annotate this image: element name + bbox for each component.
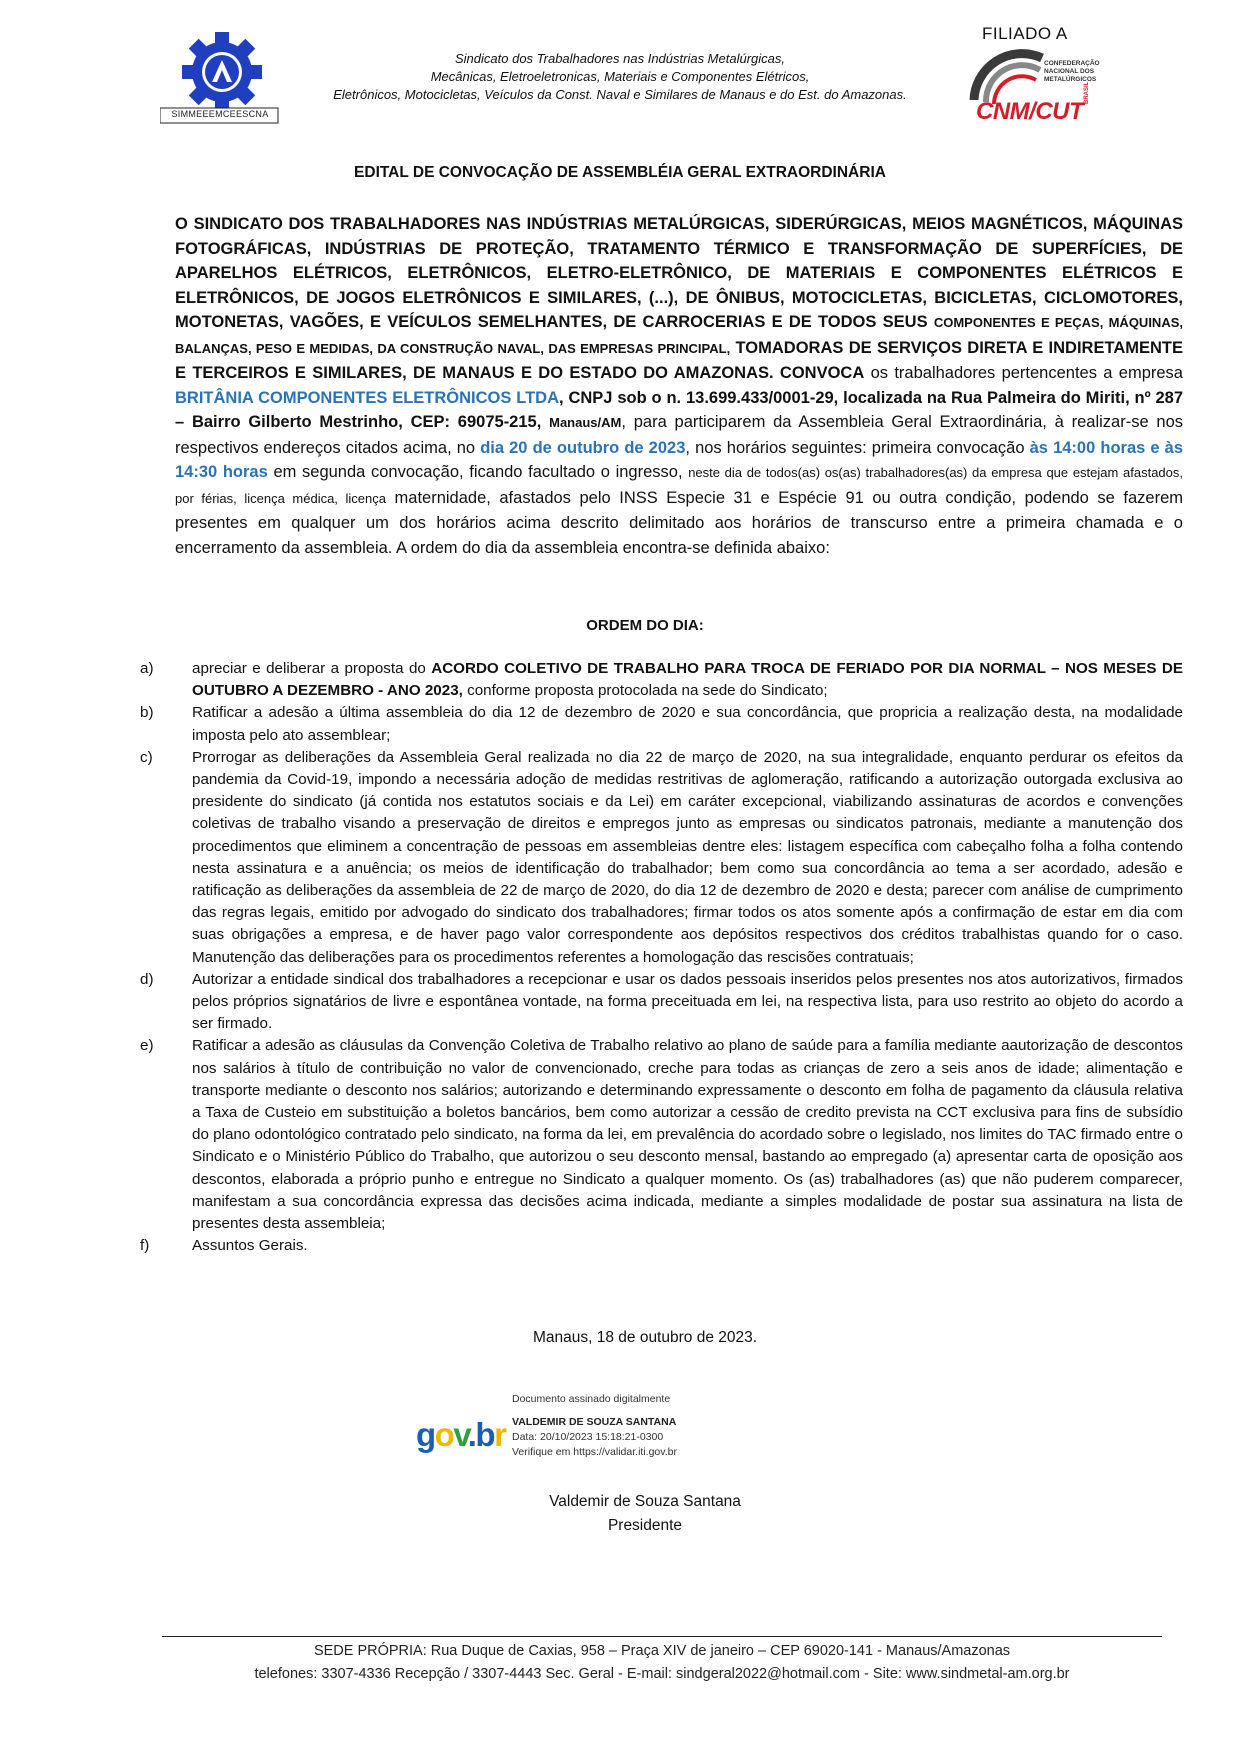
item-text: Ratificar a adesão a última assembleia do dia 12 de dezembro de 2020 e sua concordância, que propricia a realização desta, na modalidade imposta pelo ato assemblear; — [192, 704, 1183, 744]
signature-info — [512, 1392, 677, 1460]
cnm-cut-logo — [968, 46, 1108, 132]
agenda-item-e — [140, 1035, 1183, 1235]
intro-text-3: , nos horários seguintes: primeira convocação — [685, 438, 1030, 457]
footer — [162, 1640, 1162, 1686]
agenda-item-c — [140, 747, 1183, 969]
header-line-2: Mecânicas, Eletroeletronicas, Materiais e Componentes Elétricos, — [430, 69, 810, 84]
convocation-paragraph — [175, 212, 1183, 560]
header-line-1: Sindicato dos Trabalhadores nas Indústrias Metalúrgicas, — [455, 51, 785, 66]
signer-name: Valdemir de Souza Santana — [549, 1493, 741, 1510]
intro-text-4: em segunda convocação, ficando facultado o ingresso, — [267, 463, 689, 481]
logo-banner-text: SIMMEEEMCEESCNA — [171, 109, 269, 119]
union-full-name-small: COMPONENTES E PEÇAS, MÁQUINAS, BALANÇAS, PESO E MEDIDAS, DA CONSTRUÇÃO NAVAL, DAS EMPRESAS PRINCIPAL, — [175, 315, 1183, 356]
union-logo — [160, 30, 298, 128]
signer-role: Presidente — [607, 1517, 683, 1534]
company-name: BRITÂNIA COMPONENTES ELETRÔNICOS LTDA — [175, 388, 559, 407]
union-name — [300, 50, 940, 104]
footer-divider — [162, 1636, 1162, 1637]
place-date: Manaus, 18 de outubro de 2023. — [532, 1329, 758, 1346]
item-a-bold: ACORDO COLETIVO DE TRABALHO PARA TROCA DE FERIADO POR DIA NORMAL – NOS MESES DE OUTUBRO A DEZEMBRO - ANO 2023, — [192, 660, 1183, 700]
filiado-label: FILIADO A — [982, 24, 1068, 43]
item-text — [192, 658, 1183, 702]
item-text: Autorizar a entidade sindical dos trabalhadores a recepcionar e usar os dados pessoais inseridos pelos presentes nos atos autorizativos, firmados pelos próprios signatários de livre e espontânea vontade, na forma preceituada em lei, na respectiva lista, para uso restrito ao objeto do acordo a ser firmado. — [192, 970, 1183, 1033]
cnm-small-text: CONFEDERAÇÃO NACIONAL DOS METALÚRGICOS — [1044, 60, 1100, 83]
digital-signature — [416, 1392, 736, 1462]
cnm-cut-text: CNM/CUT — [976, 98, 1084, 125]
item-a-post: conforme proposta protocolada na sede do Sindicato; — [462, 682, 828, 700]
item-a-pre: apreciar e deliberar a proposta do — [192, 660, 432, 677]
agenda-item-b — [140, 702, 1183, 746]
document-title: EDITAL DE CONVOCAÇÃO DE ASSEMBLÉIA GERAL EXTRAORDINÁRIA — [354, 164, 886, 181]
signature-line: Documento assinado digitalmente — [512, 1393, 671, 1405]
agenda-item-f — [140, 1235, 1183, 1257]
union-full-name: O SINDICATO DOS TRABALHADORES NAS INDÚSTRIAS METALÚRGICAS, SIDERÚRGICAS, MEIOS MAGNÉTICOS, MÁQUINAS FOTOGRÁFICAS, INDÚSTRIAS DE PROTEÇÃO, TRATAMENTO TÉRMICO E TRANSFORMAÇÃO DE SUPERFÍCIES, DE APARELHOS ELÉTRICOS, ELETRÔNICOS, ELETRO-ELETRÔNICO, DE MATERIAIS E COMPONENTES ELÉTRICOS E ELETRÔNICOS, DE JOGOS ELETRÔNICOS E SIMILARES, (...), DE ÔNIBUS, MOTOCICLETAS, BICICLETAS, CICLOMOTORES, MOTONETAS, VAGÕES, E VEÍCULOS SEMELHANTES, DE CARROCERIAS E DE TODOS SEUS — [175, 215, 1183, 331]
govbr-logo: gov.br — [416, 1416, 506, 1453]
intro-text-5: maternidade, afastados pelo INSS Especie 31 e Espécie 91 ou outra condição, podendo se fazerem presentes em qualquer um dos horários acima descrito delimitado aos horários de transcurso entre a primeira chamada e o encerramento da assembleia. A ordem do dia da assembleia encontra-se definida abaixo: — [175, 488, 1183, 557]
header-line-3: Eletrônicos, Motocicletas, Veículos da Const. Naval e Similares de Manaus e do Est. do Amazonas. — [333, 87, 907, 102]
item-letter: c) — [140, 748, 153, 766]
item-text: Prorrogar as deliberações da Assembleia Geral realizada no dia 22 de março de 2020, na sua integralidade, enquanto perdurar os efeitos da pandemia da Covid-19, impondo a necessária adoção de medidas restritivas de aglomeração, ratificando a autorização outorgada exclusiva ao presidente do sindicato (já contida nos estatutos sociais e da Lei) em caráter excepcional, viabilizando assinaturas de acordos e convenções coletivas de trabalho visando a preservação de direitos e empregos junto as empresas ou sindicatos patronais, mediante a manutenção dos procedimentos que eliminem a concentração de pessoas em assembleias dentre eles: listagem específica com cabeçalho folha a folha contendo nesta assinatura e a anuência; os meios de identificação do trabalhador; bem como sua concordância ao tema a ser acordado, adesão e ratificação as deliberações da assembleia de 22 de março de 2020, do dia 12 de dezembro de 2020 e desta; parecer com análise de cumprimento das regras legais, emitido por advogado do sindicato dos trabalhadores; firmar todos os atos somente após a confirmação de estar em dia com suas obrigações a empresa, e de haver pago valor correspondente aos depósitos respectivos dos créditos trabalhistas quando for o caso. Manutenção das deliberações para os procedimentos referentes a homologação das rescisões contratuais; — [192, 748, 1183, 966]
agenda-list — [140, 658, 1183, 1257]
item-text: Ratificar a adesão as cláusulas da Convenção Coletiva de Trabalho relativo ao plano de saúde para a família mediante aautorização de descontos nos salários à título de contribuição no valor de convencionado, creche para todas as crianças de zero a seis anos de idade; alimentação e transporte mediante o desconto nos salários; autorizando e determinando expressamente o desconto em folha de pagamento da cláusula relativa a Taxa de Custeio em substituição a boletos bancários, bem como autorizar a cessão de credito prevista na CCT exclusiva para fins de subsídio do plano odontológico contratado pelo sindicato, na forma da lei, em prevalência do acordado sobre o legislado, nos limites do TAC firmado entre o Sindicato e o Ministério Público do Trabalho, que autorizou o seu desconto mensal, bastando ao empregado (a) apresentar carta de oposição aos descontos, elaborada a próprio punho e entregue no Sindicato a qualquer momento. Os (as) trabalhadores (as) que não puderem comparecer, manifestam a sua concordância expressa das decisões acima indicada, mediante a simples modalidade de postar sua assinatura na lista de presentes desta assembleia; — [192, 1037, 1183, 1233]
item-letter: d) — [140, 970, 154, 988]
assembly-hours: às 14:00 horas e às 14:30 horas — [175, 438, 1184, 481]
cnm-brasil-text: BRASIL — [1084, 81, 1090, 104]
affiliation-block — [968, 24, 1108, 132]
intro-text-1: os trabalhadores pertencentes a empresa — [864, 364, 1183, 382]
footer-contacts: telefones: 3307-4336 Recepção / 3307-4443 Sec. Geral - E-mail: sindgeral2022@hotmail.com - Site: www.sindmetal-am.org.br — [254, 1666, 1070, 1682]
signer-block — [175, 1490, 1115, 1538]
item-letter: e) — [140, 1037, 154, 1055]
intro-text-2: , para participarem da Assembleia Geral Extraordinária, à realizar-se nos respectivos endereços citados acima, no — [175, 413, 1184, 457]
company-address: , CNPJ sob o n. 13.699.433/0001-29, localizada na Rua Palmeira do Miriti, nº 287 – Bairro Gilberto Mestrinho, CEP: 69075-215, — [175, 388, 1184, 431]
item-letter: f) — [140, 1237, 150, 1255]
intro-text-small: neste dia de todos(as) os(as) trabalhadores(as) da empresa que estejam afastados, por férias, licença médica, licença — [175, 465, 1184, 506]
signature-name: VALDEMIR DE SOUZA SANTANA — [512, 1416, 677, 1428]
agenda-title: ORDEM DO DIA: — [586, 617, 704, 634]
union-full-name-tail: TOMADORAS DE SERVIÇOS DIRETA E INDIRETAMENTE E TERCEIROS E SIMILARES, DE MANAUS E DO ESTADO DO AMAZONAS. CONVOCA — [175, 338, 1183, 382]
assembly-date: dia 20 de outubro de 2023 — [480, 438, 686, 457]
signature-date: Data: 20/10/2023 15:18:21-0300 — [512, 1431, 664, 1443]
footer-address: SEDE PRÓPRIA: Rua Duque de Caxias, 958 – Praça XIV de janeiro – CEP 69020-141 - Manaus/Amazonas — [313, 1643, 1011, 1659]
city-state: Manaus/AM — [549, 415, 622, 430]
item-text: Assuntos Gerais. — [192, 1237, 308, 1255]
agenda-item-d — [140, 969, 1183, 1036]
item-letter: b) — [140, 704, 154, 722]
item-letter: a) — [140, 660, 154, 677]
signature-verify: Verifique em https://validar.iti.gov.br — [512, 1446, 677, 1458]
agenda-item-a — [140, 658, 1183, 702]
